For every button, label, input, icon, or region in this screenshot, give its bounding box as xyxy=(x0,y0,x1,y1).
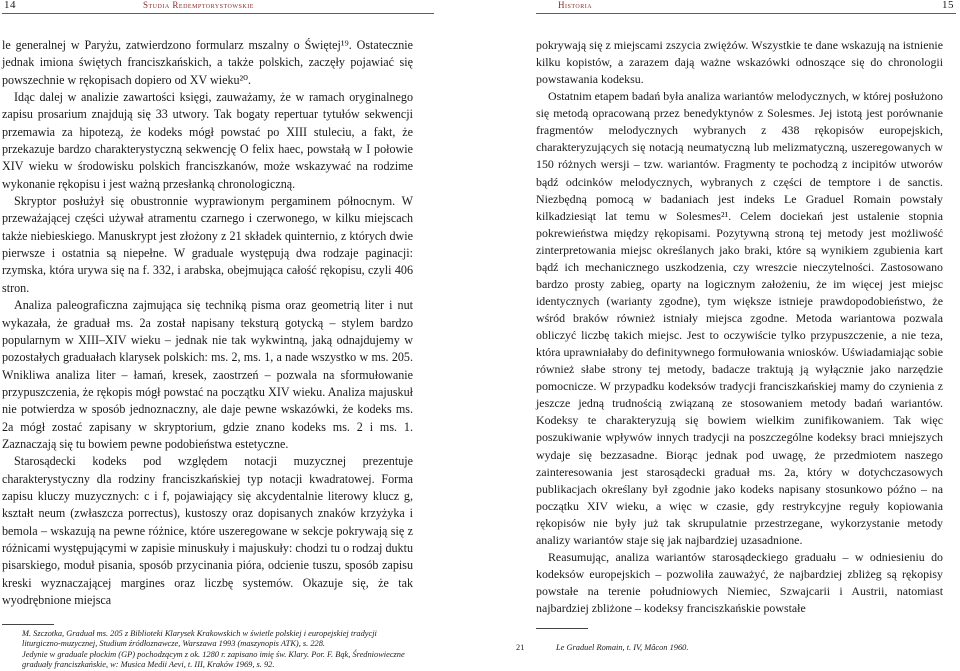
footnote-rule-right xyxy=(536,628,588,629)
left-page xyxy=(0,0,480,669)
paragraph: Ostatnim etapem badań była analiza wariantów melodycznych, w której posłużono się metodą opracowaną przez benedyktynów z Solesmes. Jej istotą jest porównanie fragmentów melodycznych wybranych z 438 rękopisów europejskich, charakteryzujących się notacją neumatyczną lub melizmatyczną, uszeregowanych w 150 różnych wersji – tzw. wariantów. Fragmenty te pochodzą z incipitów utworów bądź odcinków melodycznych, wybranych z części de temptore i de sanctis. Niezbędną pomocą w badaniach jest indeks Le Graduel Romain powstały kilkadziesiąt lat temu w Solesmes²¹. Celem dociekań jest ustalenie stopnia pokrewieństwa między rękopisami. Pozytywną stroną tej metody jest możliwość zinterpretowania miejsc określanych jako braki, które są wynikiem zgubienia kart bądź ich mechanicznego uszkodzenia, czy wreszcie nieczytelności. Zastosowano bardzo prosty zabieg, oparty na logicznym założeniu, że im więcej jest miejsc identycznych (warianty zgodne), tym większe istnieje prawdopodobieństwo, że wśród braków również istniały miejsca zgodne. Metoda wariantowa pozwala obliczyć liczbę takich miejsc. Jest to oczywiście tylko przypuszczenie, a nie teza, która uprawniałaby do definitywnego formułowania wniosków. Uświadamiając sobie również słabe strony tej metody, badacze traktują ją wyłącznie jako narzędzie pomocnicze. W przypadku kodeksów tradycji franciszkańskiej mamy do czynienia z jeszcze jedną trudnością związaną ze stosowaniem metody badań wariantów. Kodeksy te charakteryzują się bowiem wielkim zunifikowaniem. Tak więc poszukiwanie wpływów innych tradycji na poszczególne kodeksy braci mniejszych wydaje się bezzasadne. Biorąc jednak pod uwagę, że przedmiotem naszego zainteresowania jest starosądecki graduał ms. 2a, który w dotychczasowych publikacjach określany był zgodnie jako kodeks napisany stosunkowo późno – na początku XIV wieku, a więc w czasie, gdy restrykcyjne reguły kopiowania rękopisów nie były już tak skrupulatnie przestrzegane, wykorzystanie metody analizy wariantów staje się jak najbardziej uzasadnione. xyxy=(536,89,943,547)
footnote-mark: 21 xyxy=(516,643,525,652)
left-body-text xyxy=(2,37,413,609)
right-header xyxy=(480,0,960,12)
footnote-21 xyxy=(516,643,936,653)
page-number-right: 15 xyxy=(942,0,954,11)
footnote-text: Le Graduel Romain, t. IV, Mâcon 1960. xyxy=(556,643,689,652)
right-body-text xyxy=(536,37,943,617)
footnote-19 xyxy=(2,629,412,650)
footnotes-left xyxy=(2,629,412,671)
footnote-20 xyxy=(2,650,412,671)
footnotes-right xyxy=(516,643,936,653)
paragraph: Reasumując, analiza wariantów starosądeckiego graduału – w odniesieniu do kodeksów europejskich – pozwoliła zauważyć, że najbardziej zbliżeg są rękopisy powstałe na terenie południowych Niemiec, Szwajcarii i Austrii, natomiast najbardziej zbliżone – kodeksy franciszkańskie powstałe xyxy=(536,549,943,616)
left-header xyxy=(0,0,480,12)
footnote-rule-left xyxy=(2,624,54,625)
paragraph: Skryptor posłużył się obustronnie wyprawionym pergaminem północnym. W przeważającej części używał atramentu czarnego i czerwonego, w kilku miejscach także niebieskiego. Manuskrypt jest złożony z 21 składek quinternio, z których dwie pierwsze i ostatnia są niepełne. W graduale występują dwa rodzaje paginacji: rzymska, która urywa się na f. 332, i arabska, obejmująca całość rękopisu, czyli 406 stron. xyxy=(2,194,413,295)
footnote-mark xyxy=(2,650,22,660)
paragraph: pokrywają się z miejscami zszycia zwiężów. Wszystkie te dane wskazują na istnienie kilku kopistów, a zarazem dają ważne wskazówki odnoszące się do chronologii powstawania kodeksu. xyxy=(536,38,943,87)
paragraph: le generalnej w Paryżu, zatwierdzono formularz mszalny o Świętej¹⁹. Ostatecznie jednak imiona świętych franciszkańskich, a także polskich, zaczęły pojawiać się powszechnie w rękopisach dopiero od XV wieku²⁰. xyxy=(2,38,413,87)
footnote-text: M. Szczotka, Graduał ms. 205 z Biblioteki Klarysek Krakowskich w świetle polskiej i europejskiej tradycji liturgiczno-muzycznej, Studium źródłoznawcze, Warszawa 1993 (maszynopis ATK), s. 228. xyxy=(22,629,377,649)
paragraph: Starosądecki kodeks pod względem notacji muzycznej prezentuje charakterystyczny dla rodziny franciszkańskiej typ notacji kwadratowej. Forma zapisu kluczy muzycznych: c i f, pojawiający się akcydentalnie literowy klucz g, kształt neum (zwłaszcza porrectus), kustoszy oraz dopisanych znaków krzyżyka i bemola – wskazują na pewne różnice, które uszeregowane w sekcje pokrywają się z różnicami występującymi w zapisie minuskuły i majuskuły: chodzi tu o rodzaj duktu pisarskiego, moduł pisania, sposób przycinania pióra, odcienie tuszu, sposób zapisu kreski wyznaczającej margines oraz liczbę systemów. Okazuje się, że tak wyodrębnione miejsca xyxy=(2,454,413,607)
header-rule-left xyxy=(2,13,434,14)
running-head-right: Historia xyxy=(558,0,593,10)
footnote-mark xyxy=(2,629,22,639)
paragraph: Idąc dalej w analizie zawartości księgi, zauważamy, że w ramach oryginalnego zapisu prosarium znajdują się 33 utwory. Tak bogaty repertuar tytułów sekwencji przemawia za hipotezą, że kodeks mógł powstać po XIII stuleciu, a fakt, że przekazuje bardzo charakterystyczną sekwencję O felix haec, powstałą w I połowie XIV wieku w środowisku polskich franciszkanów, może wskazywać na rodzime wykonanie rękopisu i jest ważną przesłanką chronologiczną. xyxy=(2,90,413,191)
header-rule-right xyxy=(536,13,956,14)
running-head-left: Studia Redemptorystowskie xyxy=(143,0,254,10)
page-number-left: 14 xyxy=(4,0,16,11)
right-page xyxy=(480,0,960,669)
footnote-text: Jedynie w graduale płockim (GP) pochodzącym z ok. 1280 r. zapisano imię św. Klary. Por. F. Bąk, Średniowieczne graduały franciszkańskie, w: Musica Medii Aevi, t. III, Kraków 1969, s. 92. xyxy=(22,649,405,670)
paragraph: Analiza paleograficzna zajmująca się techniką pisma oraz geometrią liter i nut wykazała, że graduał ms. 2a został napisany teksturą gotycką – stylem bardzo popularnym w XIII–XIV wieku – jednak nie tak wykwintną, jaką odnajdujemy w pozostałych graduałach klarysek polskich: ms. 2, ms. 1, a nade wszystko w ms. 205. Wnikliwa analiza liter – łamań, kresek, zaostrzeń – pozwala na sformułowanie przypuszczenia, że rękopis mógł powstać na początku XIV wieku. Analiza majuskuł nie potwierdza w sposób jednoznaczny, ale daje pewne wskazówki, że kodeks ms. 2a mógł zostać zapisany w skryptorium, gdzie znano kodeks ms. 2 i ms. 1. Zaznaczają się tu bowiem pewne podobieństwa estetyczne. xyxy=(2,298,413,451)
